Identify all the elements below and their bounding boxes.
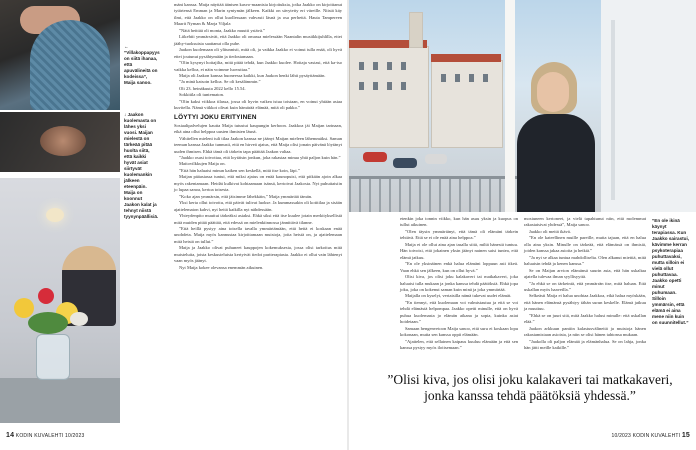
photo-woman-window [349, 0, 696, 212]
section-heading: LÖYTYI JOKU ERITYINEN [174, 113, 257, 121]
paragraph: Jaakon arkkuun pantiin kalastusvälineitä ja muistoja hänen rakastamistaan asioista, ja niin se olisi hänen tahtonsa mukaan. [524, 325, 646, 338]
paragraph: ”Jaakolla oli paljon elämää ja elämänhalua. Se on lahja, jonka hän jätti meille kaikille.” [524, 338, 646, 351]
paragraph: mostuneen kertoneet, ja vielä tapahtunut niin, että molemmat rakastaisivat yhdessä”, Maija sanoo. [524, 216, 646, 228]
window-frame [611, 20, 615, 200]
paragraph: ”Että heillä pystyy aina toisella tavalla ymmärtämään, että heitä ei koskaan enää unohdeta. Maija myös kannustaa kirjoittamaan muistoja, joita heistä on, ja ajattelemaan mitä heistä on tullut.” [174, 225, 342, 244]
window-shape [359, 62, 364, 70]
paragraph: Maitovilkkujen Maija on. [179, 161, 226, 167]
text-column-left [174, 2, 342, 271]
pull-quote: ”Olisi kiva, jos olisi joku kalakaveri tai matkakaveri, jonka kanssa tehdä päätöksiä yhdessä.” [387, 372, 673, 403]
knitted-sweater-shape [30, 20, 110, 110]
window-shape [455, 74, 460, 82]
paragraph: Sokkitila oli tuntematon. [179, 92, 225, 98]
paragraph: ”Jaakko osasi toivottaa, että loytäisin jonkun, joka rakastaa minua yhtä paljon kuin hän.” [179, 154, 341, 160]
flower-shape [70, 312, 88, 326]
window-shape [441, 74, 446, 82]
yarn-ball-shape [40, 126, 86, 156]
window-shape [387, 62, 392, 70]
leaves-shape [28, 312, 68, 334]
caption-window: ”En ole ikinä käynyt terapiassa. Kun Jaakko sairastui, kävimme kerran psykoterapiaa puhuttavaksi, mutta silloin ei vielä ollut puhuttavaa. Jaakko opetti minut puhumaan. Silloin ymmärsin, että elämä ei aina mene niin kuin on suunnitellut.” [652, 218, 690, 325]
folio-right [612, 432, 690, 439]
paragraph: ”Ehkä se on juuri sitä, mitä Jaakko halusi minulle: että uskallan elää.” [524, 312, 646, 325]
text-column-right [524, 216, 646, 352]
paragraph: ”Nätä heittää oli monta, Jaakko muutti ystävä.” [179, 27, 266, 33]
paragraph: ”Olen täysin ymmärtänyt, että tämä oli elämäni tärkein tehtävä. Että se ei ole enää aina helppoa.” [400, 228, 518, 241]
paragraph: Sosiaalipalvelujen kautta Maija tutustui kaupungin kerhoon. Jaakkoa jäi Maijan tarinaan, eikä aina ollut helppoa uusien ihmisten läsnä. [174, 122, 342, 135]
car-shape [425, 154, 447, 164]
paragraph: Olisi kiva, jos olisi joku kalakaveri tai matkakaveri, joka haluaisi tulla mukaan ja jonka kanssa tehdä päätöksiä. Ehkä jopa joku, joka on kokenut saman kuin minä ja joka ymmärtää. [400, 274, 518, 292]
photo-room-flowers [0, 178, 120, 423]
photo-knitting [0, 0, 120, 110]
tower-shape [409, 12, 423, 48]
window-shape [387, 82, 392, 90]
paragraph: Maija ja Jaakko olivat puhuneet kauppojen kokemuksesta, jossa olisi tarkoitus mitä muisteluita, joista keskusteluista kertyivät tiedot pariterapiasta. Jaakko ei ollut vain lähtenyt vaan myös jäänyt. [174, 245, 342, 264]
paragraph: Oli 23. heinäkuuta 2022 kello 15.54. [179, 85, 246, 91]
page-number-left: 14 [6, 432, 15, 439]
paragraph: ”Ja ehkä se on tärkeintä, että ymmärrän itse, mitä haluan. Että uskallan myös haaveilla.” [524, 280, 646, 292]
body-shape [517, 114, 595, 212]
paragraph: Nyt Maija kokee olevansa enemmän aikuinen. [179, 264, 264, 270]
paragraph: mäni kanssa. Maija näyttää äänisen kasvo-maanisia kirjoituksia, jotka Jaakko on kirjoittanut tytärtensä Emman ja Marin syntymän jälkeen. Kaikki on sävytetty eri väreille. Niistä käy ilmi, että Jaakko on ollut kuollessaan vahvasti läsnä ja osa perhettä. Hauta Tampereen Maarit Nyman & Marja Viljala [174, 2, 342, 27]
paragraph: Selkeästi Maija ei halua unohtaa Jaakkoa, eikä halua myöskään, että hänen elämänsä pysähtyy tähän surun keskelle. Elämä jatkuu ja muuttuu. [524, 293, 646, 312]
table-surface [0, 378, 120, 423]
paragraph: ”Ja nyt se alkaa tuntua mahdolliselta. Olen alkanut miettiä, mitä haluaisin tehdä ja kenen kanssa.” [524, 254, 646, 267]
folio-right-text: 10/2023 KODIN KUVALEHTI [611, 433, 681, 439]
paragraph: Se on Maijan arvion elämänsä suurin asia, että hän uskaltaa ajatella tulevaa ilman syyllisyyttä. [524, 267, 646, 280]
caption-knitting: ← ”Villakoppapyys on siitä ihanaa, että apuvälineitä on kodeissa”, Maija sanoo. [124, 44, 160, 85]
paragraph: Maija oli Jaakon kanssa huoneessa kaikki, kun Jaakon henki lähti pysäyttämään. [179, 72, 326, 78]
paragraph: ”En ole yksinäinen enkä halua elämäni loppuun asti itkeä. Vaan ehkä sen jälkeen, kun on ollut hyvä.” [400, 261, 518, 273]
paragraph: etenkin joka tonnin viikko, kun hän asuu yksin ja kuopus on tullut aikuinen. [400, 216, 518, 228]
paragraph: Maijalla on kyselyt, vertaisilla nämä tukevat uudet elämät. [405, 293, 512, 299]
paragraph: ”Että hän haluaisi minun kaiken sen keskellä, mitä itse koin, läpi.” [179, 167, 300, 173]
woman-figure [517, 62, 597, 212]
balcony-railing [349, 176, 529, 212]
roof-shape [431, 54, 501, 62]
window-shape [483, 74, 488, 82]
flower-shape [14, 298, 34, 318]
photo-yarn [0, 112, 120, 172]
rose-shape [38, 288, 54, 304]
window-shape [359, 82, 364, 90]
paragraph: Samaan hengenvetoon Maija sanoo, että suru ei koskaan lopu kokonaan, mutta sen kanssa oppii elämään. [400, 325, 518, 338]
caption-yarn: ↓ Jaakon kuolemasta on lähes yksi vuosi. Maijan mielestä on tärkeää pitää huolta siitä, että kaikki hyvät asiat siirtyvät kuolemankin jälkeen eteenpäin. Maija on koonnut Jaakon kalat ja tehnyt niistä tyynynpäällisiä. [124, 112, 159, 219]
window-shape [401, 62, 406, 70]
paragraph: ”En ole kateellinen muille pareille, mutta tajuan, että en halua olla aina yksin. Minulle on tärkeää, että elämässä on ihmisiä, joiden kanssa jakaa asioita ja hetkiä.” [524, 235, 646, 254]
paragraph: Jaakko oli meitä ikävä. [529, 228, 571, 234]
lamp-shape [46, 208, 64, 222]
page-number-right: 15 [681, 432, 690, 439]
text-column-middle [400, 216, 518, 352]
window-shape [373, 82, 378, 90]
window-shape [373, 62, 378, 70]
paragraph: Vähitellen mieleni tuli tilaa Jaakon kanssa ne jäänyt Maijan mieleen lähemmäksi. Saman teeman kanssa Jaakko tunnusti, että en hirveä ajatus, että Maija olisi jonain päivänä löytänyt uuden ihmisen. Ehkä tämä oli tärkein tapa päättää Jaakon valtaa. [174, 135, 342, 154]
folio-left-text: KODIN KUVALEHTI 10/2023 [15, 433, 85, 439]
paragraph: Liikehtii ymmärsivät, että Jaakko oli omassa mielessään Naantalin musiikkijuhlilla, ettei jäähy-tuoksuista saattanut olla puhe. [174, 34, 342, 46]
paragraph: ”Olin kysynyt hoitajilta, mitä pitää tehdä, kun Jaakko kuolee. Hoitaja vastasi, että ka-tso vaikka kelloa, et näin voimme luovuttaa.” [174, 60, 342, 72]
paragraph: ”Ajattelen, että sellainen kaipaus kuuluu elämään ja että sen kanssa pystyy myös iloitsemaan.” [400, 338, 518, 351]
paragraph: Yhteydenpito muuttui tärkeäksi asiaksi. Ehkä siksi että itse kuulee jotain merkityksellistä mitä muiden pitää päättää, että edessä on mielenkiinnossa jännittävä tilanne. [174, 213, 342, 225]
paragraph: Yksi kerta ollut toivottu, että päivät tulivat luokse. Ja kummassakin oli kotitilaa ja sisään ajattelematon kahvi, nyt heitä kaikilla nyt nähdessään. [174, 200, 342, 212]
paragraph: ”Koko ajan ymmärsin, että jäisimme lähekkäin,” Maija ymmärtää tämän. [179, 193, 313, 199]
window-shape [401, 82, 406, 90]
window-shape [469, 74, 474, 82]
face-shape [537, 72, 569, 112]
paragraph: ”Olin kaksi viikkoa tilassa, jossa oli hyvin vaikea istua toistaan, en voinut yhtään asiaa kuvitella. Nämä viikkot olivat kuin hämärää elämää, mitä oli pakko.” [174, 98, 342, 111]
car-shape [363, 152, 387, 162]
glass-vase-shape [36, 334, 70, 380]
interior-wall [601, 0, 696, 212]
window-frame [505, 0, 515, 212]
paragraph: ”Ja minä katsoin kelloa. Se oli kesälämmin.” [179, 79, 261, 85]
car-shape [393, 158, 417, 168]
paragraph: Maijan pääasiassa tuntui, että miksi ajatus on enää kaunopuisi, että pitkään ajoin alkaa myös rakentamaan. Heidät kulkivat kohtaamaan isänsä, kertoivat Jaakosta. Nyt puhuttaisiin jo lupaa sanoa, kertoa toisesta. [174, 174, 342, 193]
paragraph: Jaakon kuolemaan oli ylitunnisti, mitä oli, ja vaikka Jaakko ei voinut tulla enää, oli hyvä ettei joutunut pysähtymään ja tiedostamaan. [174, 47, 342, 59]
paragraph: ”En tiennyt, että kuolemaan voi valmistautua ja että se voi tehdä elämästä helpompaa. Jaakko opetti minulle, että on hyvä puhua kuolemasta jo elämän aikana ja sopia, kuinka asiat hoidetaan.” [400, 299, 518, 325]
folio-left [6, 432, 84, 439]
paragraph: Maija ei ole ollut aina ajan tasalla siitä, miltä hänestä tuntuu. Hän toivoisi, että jokainen yksin jäänyt nainen saisi tuntea, että elämä jatkuu. [400, 241, 518, 260]
